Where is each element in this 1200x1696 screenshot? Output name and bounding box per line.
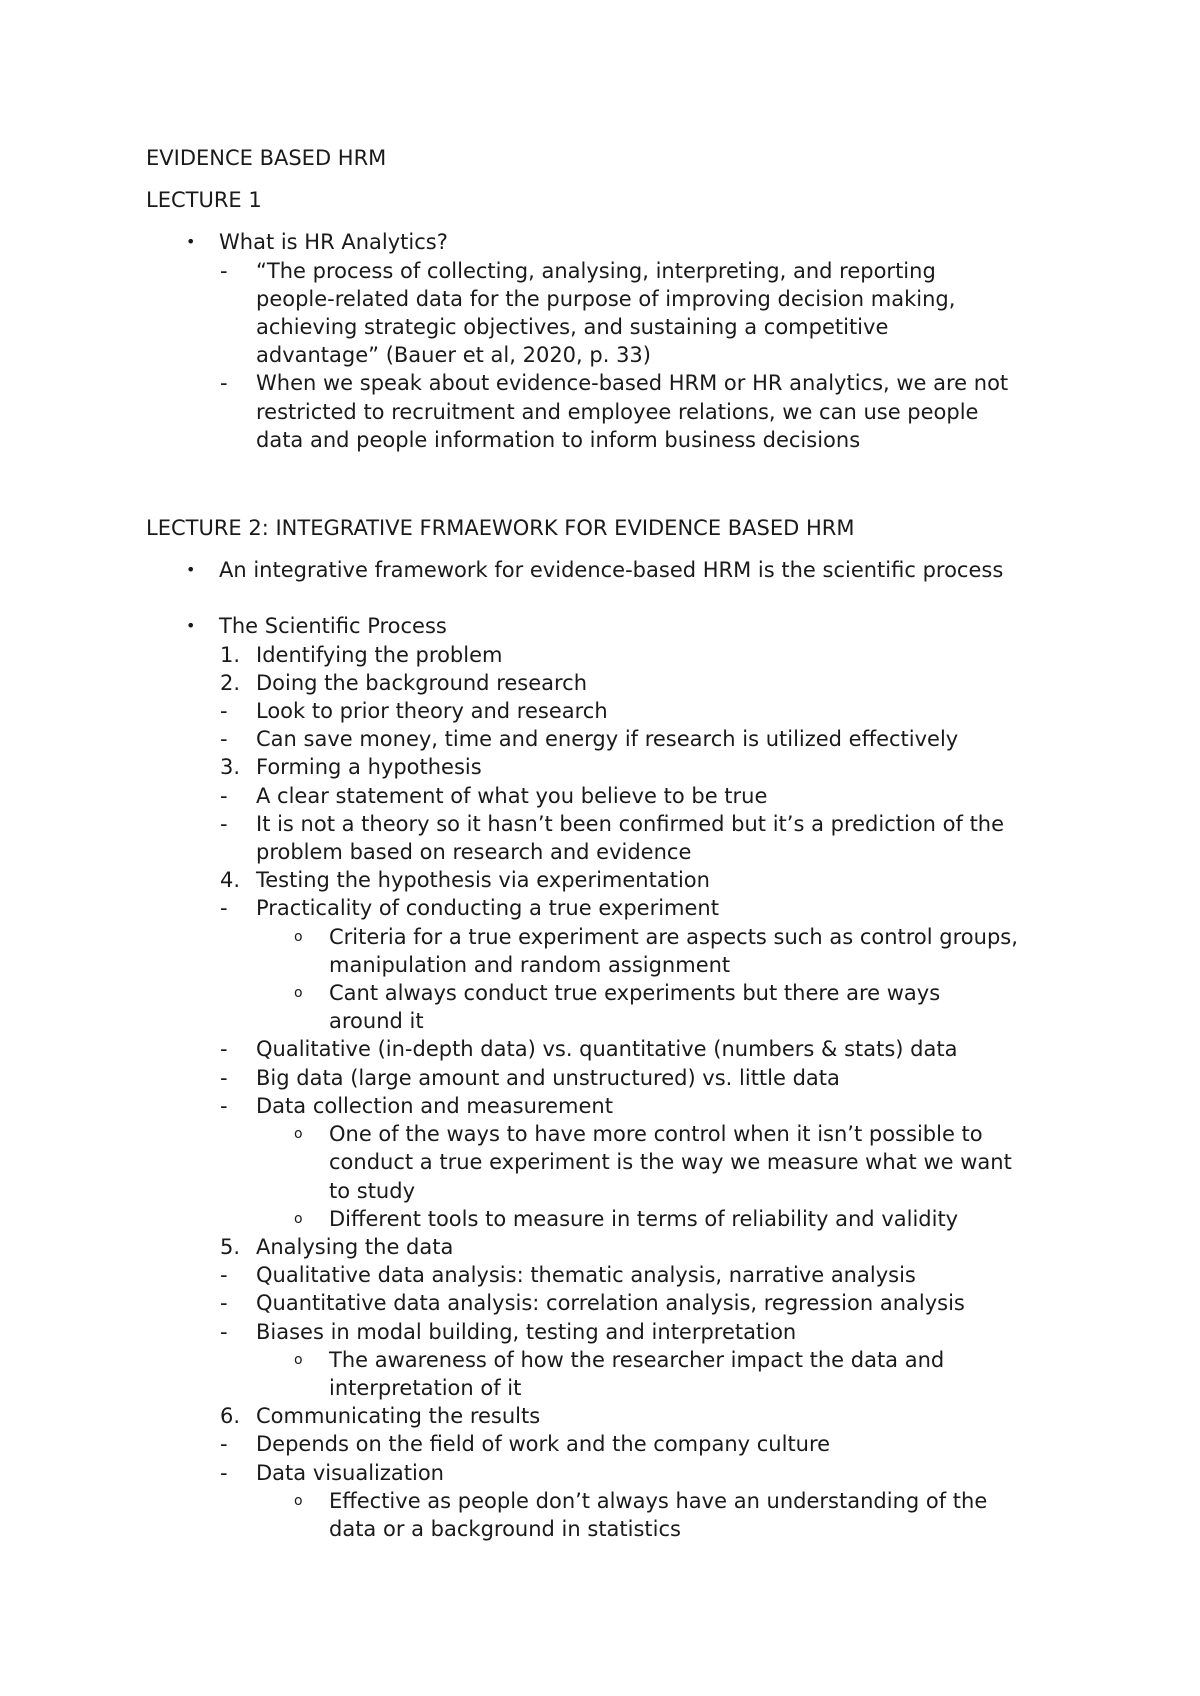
dash-item-continuation [146, 838, 1106, 866]
dash-marker: - [220, 811, 228, 836]
dash-item-continuation [146, 426, 1106, 454]
dash-item [146, 369, 1106, 397]
dash-item [146, 725, 1106, 753]
sub-marker: o [294, 1210, 303, 1227]
dash-text: problem based on research and evidence [256, 840, 692, 865]
dash-item [146, 1261, 1106, 1289]
sub-text: Criteria for a true experiment are aspects such as control groups, [329, 924, 1018, 949]
step-text: Identifying the problem [256, 642, 503, 667]
dash-item [146, 1318, 1106, 1346]
sub-item-continuation [146, 1148, 1106, 1176]
numbered-step [146, 866, 1106, 894]
dash-marker: - [220, 699, 228, 724]
step-number: 1. [220, 642, 241, 667]
dash-item-continuation [146, 341, 1106, 369]
step-number: 6. [220, 1404, 241, 1429]
sub-item-continuation [146, 1374, 1106, 1402]
step-text: Forming a hypothesis [256, 755, 482, 780]
sub-text: Different tools to measure in terms of reliability and validity [329, 1206, 959, 1231]
dash-text: A clear statement of what you believe to be true [256, 783, 768, 808]
dash-item [146, 1289, 1106, 1317]
quote-line: achieving strategic objectives, and sustaining a competitive [256, 315, 889, 340]
sub-item [146, 1205, 1106, 1233]
dash-text: Biases in modal building, testing and interpretation [256, 1319, 797, 1344]
dash-text: Quantitative data analysis: correlation analysis, regression analysis [256, 1291, 965, 1316]
sub-text: Cant always conduct true experiments but there are ways [329, 981, 941, 1006]
dash-text: It is not a theory so it hasn’t been confirmed but it’s a prediction of the [256, 811, 1005, 836]
dash-marker: - [220, 1460, 228, 1485]
bullet-text: An integrative framework for evidence-based HRM is the scientific process [219, 558, 1004, 583]
sub-text: The awareness of how the researcher impact the data and [329, 1347, 945, 1372]
numbered-step [146, 1233, 1106, 1261]
sub-text: One of the ways to have more control when it isn’t possible to [329, 1122, 983, 1147]
sub-item [146, 1120, 1106, 1148]
document-title: EVIDENCE BASED HRM [146, 146, 387, 170]
sub-marker: o [294, 1351, 303, 1368]
sub-item [146, 1346, 1106, 1374]
lecture-2-heading: LECTURE 2: INTEGRATIVE FRMAEWORK FOR EVIDENCE BASED HRM [146, 516, 855, 541]
sub-item-continuation [146, 951, 1106, 979]
note-line: When we speak about evidence-based HRM or HR analytics, we are not [256, 371, 1009, 396]
sub-item [146, 1487, 1106, 1515]
dash-item [146, 1430, 1106, 1458]
sub-text: conduct a true experiment is the way we measure what we want [329, 1150, 1012, 1175]
dash-marker: - [220, 1432, 228, 1457]
dash-text: Data visualization [256, 1460, 444, 1485]
dash-marker: - [220, 1093, 228, 1118]
dash-item [146, 1035, 1106, 1063]
bullet-text: The Scientific Process [219, 614, 447, 639]
note-line: data and people information to inform business decisions [256, 427, 861, 452]
dash-marker: - [220, 783, 228, 808]
lecture-1-heading: LECTURE 1 [146, 188, 262, 213]
dash-item-continuation [146, 313, 1106, 341]
step-text: Doing the background research [256, 670, 588, 695]
dash-item [146, 1459, 1106, 1487]
document-page [146, 144, 1106, 1543]
dash-item [146, 1092, 1106, 1120]
dash-marker: - [220, 371, 228, 396]
step-number: 3. [220, 755, 241, 780]
quote-line: people-related data for the purpose of improving decision making, [256, 286, 956, 311]
dash-text: Data collection and measurement [256, 1093, 613, 1118]
sub-text: interpretation of it [329, 1375, 522, 1400]
bullet-text: What is HR Analytics? [219, 230, 448, 255]
step-number: 4. [220, 868, 241, 893]
dash-text: Depends on the field of work and the company culture [256, 1432, 831, 1457]
bullet-marker: • [186, 616, 196, 636]
dash-item [146, 257, 1106, 285]
bullet-item [146, 612, 1106, 640]
dash-marker: - [220, 896, 228, 921]
dash-marker: - [220, 1263, 228, 1288]
dash-text: Qualitative data analysis: thematic analysis, narrative analysis [256, 1263, 916, 1288]
numbered-step [146, 641, 1106, 669]
dash-item [146, 1064, 1106, 1092]
dash-item [146, 782, 1106, 810]
dash-marker: - [220, 1291, 228, 1316]
sub-text: data or a background in statistics [329, 1516, 681, 1541]
dash-item-continuation [146, 285, 1106, 313]
quote-line: “The process of collecting, analysing, interpreting, and reporting [256, 258, 936, 283]
sub-item [146, 979, 1106, 1007]
sub-text: to study [329, 1178, 415, 1203]
dash-marker: - [220, 727, 228, 752]
sub-text: around it [329, 1009, 424, 1034]
numbered-step [146, 669, 1106, 697]
dash-marker: - [220, 258, 228, 283]
sub-text: manipulation and random assignment [329, 952, 731, 977]
dash-item [146, 894, 1106, 922]
numbered-step [146, 753, 1106, 781]
dash-marker: - [220, 1037, 228, 1062]
bullet-item [146, 556, 1106, 584]
sub-item-continuation [146, 1177, 1106, 1205]
sub-marker: o [294, 928, 303, 945]
step-text: Testing the hypothesis via experimentation [256, 868, 710, 893]
dash-item [146, 697, 1106, 725]
sub-item [146, 923, 1106, 951]
dash-text: Practicality of conducting a true experiment [256, 896, 719, 921]
step-number: 5. [220, 1234, 241, 1259]
step-number: 2. [220, 670, 241, 695]
bullet-item [146, 228, 1106, 256]
dash-item-continuation [146, 398, 1106, 426]
note-line: restricted to recruitment and employee relations, we can use people [256, 399, 979, 424]
sub-item-continuation [146, 1007, 1106, 1035]
sub-marker: o [294, 1492, 303, 1509]
dash-text: Big data (large amount and unstructured) vs. little data [256, 1065, 840, 1090]
dash-text: Look to prior theory and research [256, 699, 608, 724]
dash-marker: - [220, 1319, 228, 1344]
sub-marker: o [294, 1126, 303, 1143]
dash-item [146, 810, 1106, 838]
numbered-step [146, 1402, 1106, 1430]
step-text: Analysing the data [256, 1234, 454, 1259]
bullet-marker: • [186, 232, 196, 252]
dash-marker: - [220, 1065, 228, 1090]
sub-marker: o [294, 985, 303, 1002]
sub-item-continuation [146, 1515, 1106, 1543]
dash-text: Qualitative (in-depth data) vs. quantitative (numbers & stats) data [256, 1037, 958, 1062]
sub-text: Effective as people don’t always have an understanding of the [329, 1488, 988, 1513]
dash-text: Can save money, time and energy if research is utilized effectively [256, 727, 959, 752]
bullet-marker: • [186, 560, 196, 580]
step-text: Communicating the results [256, 1404, 541, 1429]
quote-line: advantage” (Bauer et al, 2020, p. 33) [256, 343, 651, 368]
